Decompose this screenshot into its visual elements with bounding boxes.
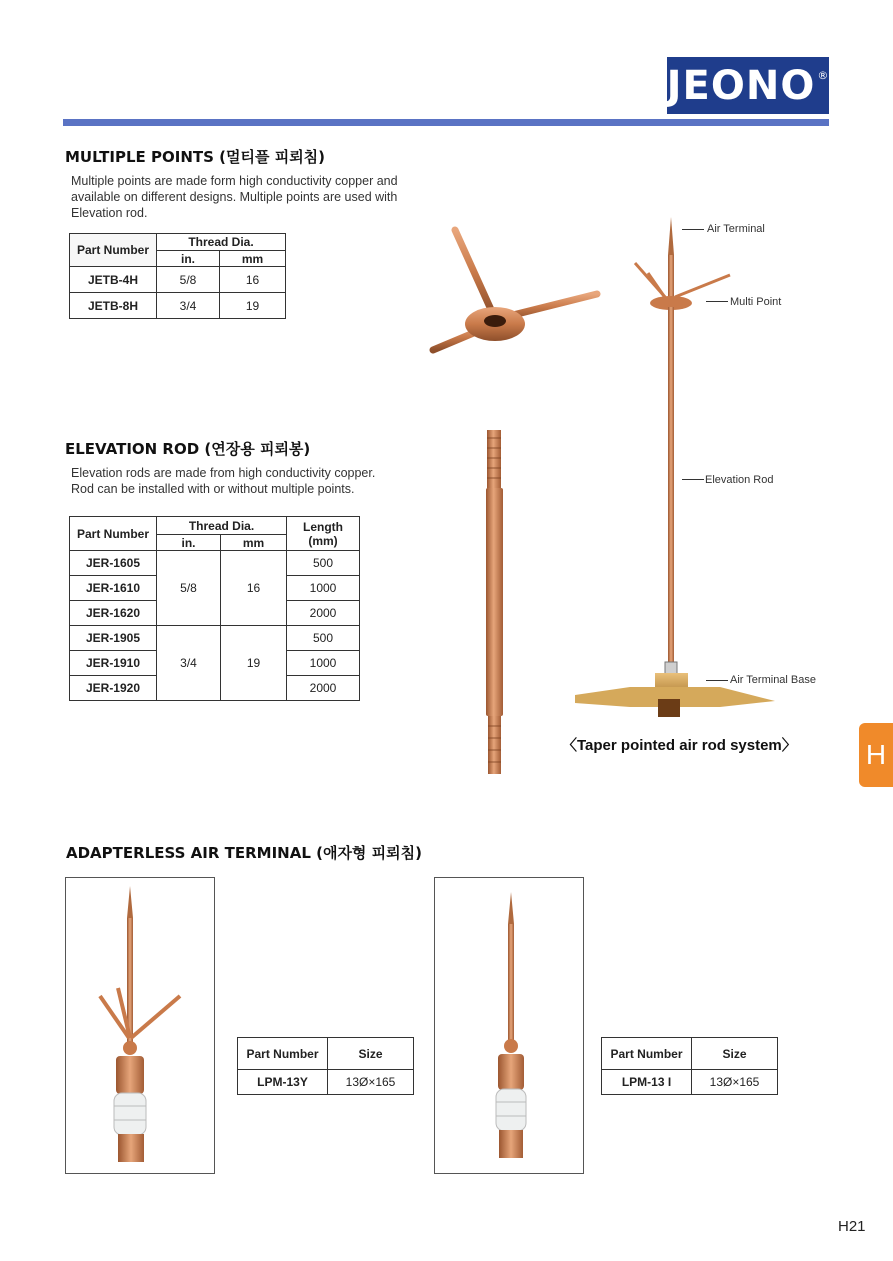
lpm-13i-photo bbox=[434, 877, 584, 1174]
table-row: LPM-13Y 13Ø×165 bbox=[238, 1070, 414, 1095]
multiple-points-description: Multiple points are made form high conductivity copper and available on different designs. Multiple points are used with Elevation rod. bbox=[71, 174, 398, 220]
label-air-terminal-base: Air Terminal Base bbox=[730, 674, 816, 686]
multiple-points-title: MULTIPLE POINTS (멀티플 피뢰침) bbox=[65, 148, 326, 166]
col-part-number: Part Number bbox=[70, 234, 157, 267]
label-multi-point: Multi Point bbox=[730, 296, 782, 308]
lpm-13y-table: Part Number Size LPM-13Y 13Ø×165 bbox=[237, 1037, 414, 1095]
lpm-13i-table: Part Number Size LPM-13 I 13Ø×165 bbox=[601, 1037, 778, 1095]
table-row: LPM-13 I 13Ø×165 bbox=[602, 1070, 778, 1095]
air-rod-system-photo bbox=[570, 215, 780, 725]
diagram-caption: 〈Taper pointed air rod system〉 bbox=[562, 737, 797, 754]
col-in: in. bbox=[157, 251, 220, 267]
elevation-rod-table: Part Number Thread Dia. Length (mm) in. mm JER-1605 5/8 16 500 JER-1610 1000 JER-1620 2000 JER-1905 3/4 19 500 JER-1910 1000 JER-1920 2000 bbox=[69, 516, 360, 701]
table-row: JER-1910 1000 bbox=[70, 651, 360, 676]
header-divider bbox=[63, 119, 829, 126]
elevation-rod-title: ELEVATION ROD (연장용 피뢰봉) bbox=[65, 440, 311, 458]
adapterless-title: ADAPTERLESS AIR TERMINAL (애자형 피뢰침) bbox=[66, 844, 422, 862]
table-row: JETB-8H 3/4 19 bbox=[70, 293, 286, 319]
lpm-13y-photo bbox=[65, 877, 215, 1174]
table-row: JER-1905 3/4 19 500 bbox=[70, 626, 360, 651]
label-air-terminal: Air Terminal bbox=[707, 223, 765, 235]
page-number: H21 bbox=[838, 1218, 866, 1235]
elevation-rod-description: Elevation rods are made from high conductivity copper. Rod can be installed with or without multiple points. bbox=[71, 466, 376, 496]
table-row: JETB-4H 5/8 16 bbox=[70, 267, 286, 293]
label-elevation-rod: Elevation Rod bbox=[705, 474, 774, 486]
col-thread-dia: Thread Dia. bbox=[157, 234, 286, 251]
brand-logo: JEONO ® bbox=[667, 57, 829, 114]
section-tab: H bbox=[859, 723, 893, 787]
table-row: JER-1920 2000 bbox=[70, 676, 360, 701]
col-mm: mm bbox=[220, 251, 286, 267]
table-row: JER-1620 2000 bbox=[70, 601, 360, 626]
elevation-rod-photo bbox=[480, 428, 510, 778]
table-row: JER-1610 1000 bbox=[70, 576, 360, 601]
multiple-points-table bbox=[69, 233, 286, 319]
table-row: JER-1605 5/8 16 500 bbox=[70, 551, 360, 576]
